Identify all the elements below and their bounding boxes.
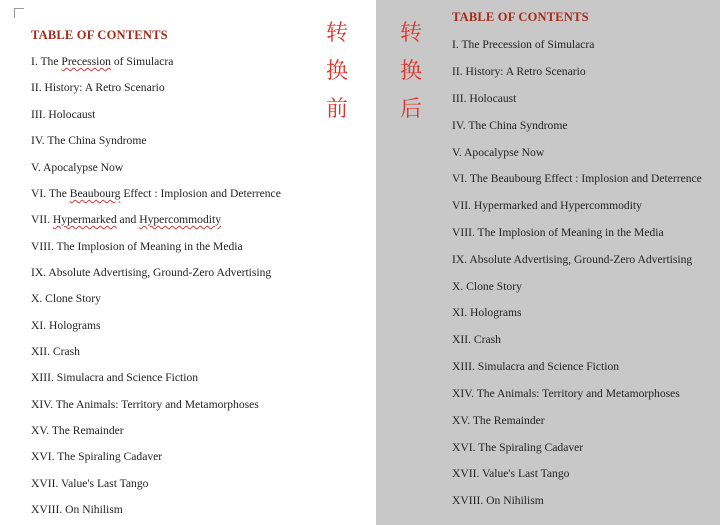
toc-item: VIII. The Implosion of Meaning in the Media (452, 226, 664, 239)
label-char: 后 (400, 97, 423, 122)
toc-item: XIV. The Animals: Territory and Metamorphoses (31, 398, 259, 411)
label-char: 换 (326, 59, 349, 84)
toc-item: VIII. The Implosion of Meaning in the Media (31, 240, 243, 253)
toc-item: XVI. The Spiraling Cadaver (31, 450, 163, 463)
toc-item: XIV. The Animals: Territory and Metamorphoses (452, 387, 680, 400)
toc-item: IV. The China Syndrome (31, 134, 147, 147)
toc-item: II. History: A Retro Scenario (452, 65, 586, 78)
toc-item: I. The Precession of Simulacra (31, 55, 174, 68)
toc-item: V. Apocalypse Now (452, 146, 545, 159)
toc-item: VII. Hypermarked and Hypercommodity (452, 199, 642, 212)
toc-heading: TABLE OF CONTENTS (452, 10, 589, 24)
label-char: 转 (326, 21, 349, 46)
toc-item: XVII. Value's Last Tango (31, 477, 149, 490)
toc-item: XI. Holograms (31, 319, 101, 332)
toc-item: XVIII. On Nihilism (452, 494, 544, 507)
toc-item: VI. The Beaubourg Effect : Implosion and Deterrence (31, 187, 281, 200)
toc-item: XVII. Value's Last Tango (452, 467, 570, 480)
toc-item: XI. Holograms (452, 306, 522, 319)
toc-heading: TABLE OF CONTENTS (31, 28, 168, 42)
toc-item: I. The Precession of Simulacra (452, 38, 595, 51)
toc-item: XV. The Remainder (31, 424, 124, 437)
toc-item: V. Apocalypse Now (31, 161, 124, 174)
toc-item: XV. The Remainder (452, 414, 545, 427)
toc-item: III. Holocaust (452, 92, 517, 105)
label-char: 换 (400, 59, 423, 84)
after-conversion-panel (376, 0, 720, 525)
after-label (400, 22, 422, 122)
label-char: 前 (326, 97, 349, 122)
toc-item: X. Clone Story (31, 292, 101, 305)
toc-item: VII. Hypermarked and Hypercommodity (31, 213, 221, 226)
label-char: 转 (400, 21, 423, 46)
toc-item: XII. Crash (31, 345, 80, 358)
toc-item: XIII. Simulacra and Science Fiction (452, 360, 620, 373)
toc-item: IX. Absolute Advertising, Ground-Zero Advertising (31, 266, 272, 279)
toc-item: II. History: A Retro Scenario (31, 81, 165, 94)
toc-item: IV. The China Syndrome (452, 119, 568, 132)
toc-item: X. Clone Story (452, 280, 522, 293)
toc-item: III. Holocaust (31, 108, 96, 121)
toc-item: VI. The Beaubourg Effect : Implosion and Deterrence (452, 172, 702, 185)
toc-item: XII. Crash (452, 333, 501, 346)
page-corner-mark (14, 8, 24, 18)
toc-item: IX. Absolute Advertising, Ground-Zero Advertising (452, 253, 693, 266)
before-label (326, 22, 348, 122)
toc-item: XVI. The Spiraling Cadaver (452, 441, 584, 454)
toc-item: XVIII. On Nihilism (31, 503, 123, 516)
toc-item: XIII. Simulacra and Science Fiction (31, 371, 199, 384)
